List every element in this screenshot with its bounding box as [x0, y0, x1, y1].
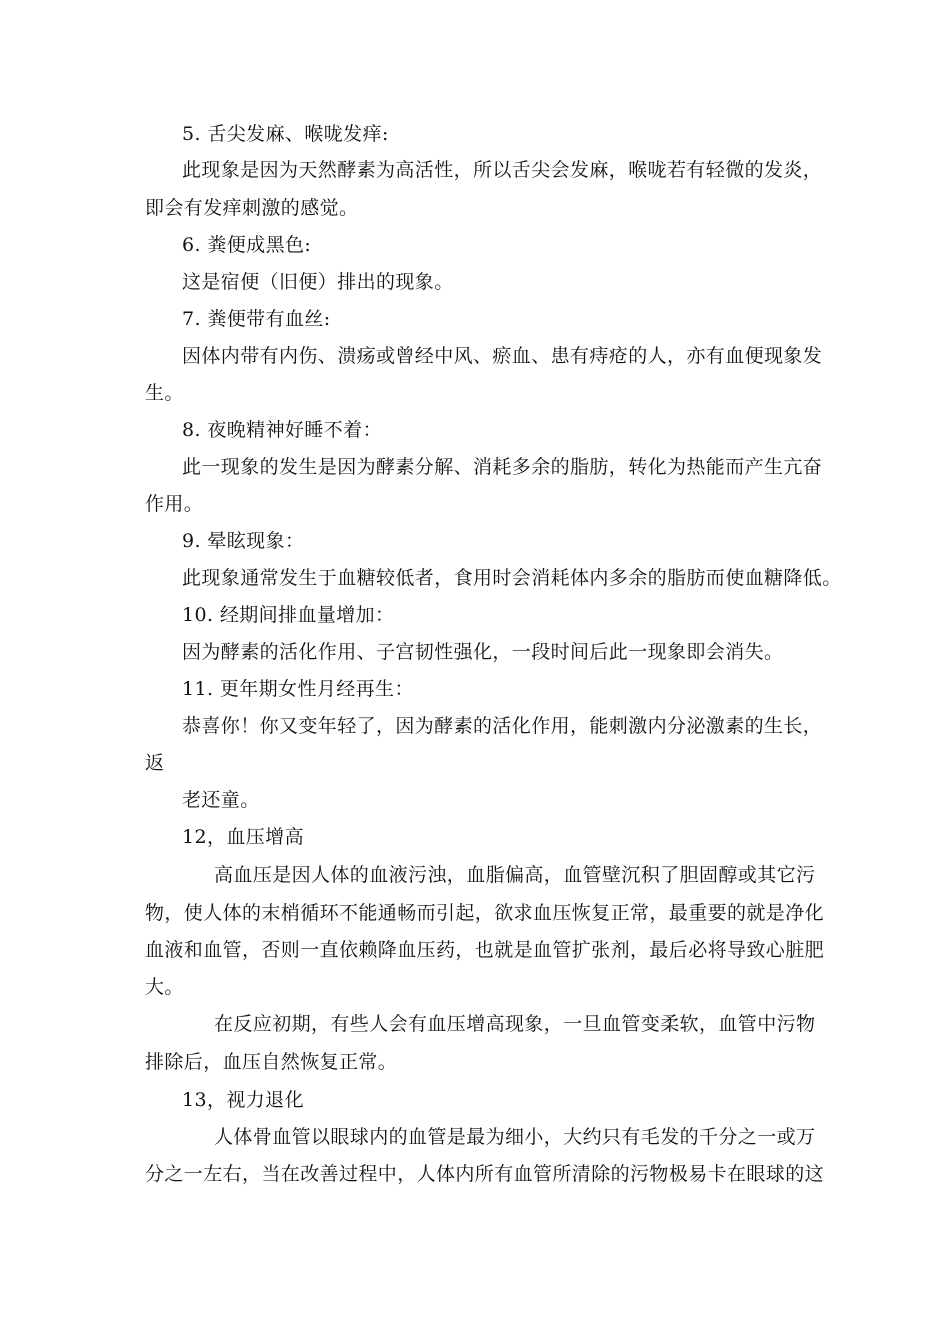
paragraph-line: 返 [145, 752, 165, 774]
heading-5-tongue-throat: 5. 舌尖发麻、喉咙发痒: [182, 123, 389, 145]
paragraph-line: 排除后，血压自然恢复正常。 [145, 1051, 398, 1073]
paragraph-line: 即会有发痒刺激的感觉。 [145, 197, 359, 219]
paragraph-line: 恭喜你！你又变年轻了，因为酵素的活化作用，能刺激内分泌激素的生长， [182, 715, 823, 737]
heading-12-blood-pressure: 12，血压增高 [182, 826, 304, 848]
paragraph-line: 此现象是因为天然酵素为高活性，所以舌尖会发麻，喉咙若有轻微的发炎， [182, 159, 823, 181]
heading-7-blood-in-stool: 7. 粪便带有血丝: [182, 308, 331, 330]
paragraph-line: 在反应初期，有些人会有血压增高现象，一旦血管变柔软，血管中污物 [214, 1013, 816, 1035]
paragraph-line: 此一现象的发生是因为酵素分解、消耗多余的脂肪，转化为热能而产生亢奋 [182, 456, 823, 478]
paragraph-line: 大。 [145, 976, 184, 998]
paragraph-line: 此现象通常发生于血糖较低者，食用时会消耗体内多余的脂肪而使血糖降低。 [182, 567, 842, 589]
paragraph-line: 因体内带有内伤、溃疡或曾经中风、瘀血、患有痔疮的人，亦有血便现象发 [182, 345, 823, 367]
paragraph-line: 物，使人体的末梢循环不能通畅而引起，欲求血压恢复正常，最重要的就是净化 [145, 902, 825, 924]
paragraph-line: 作用。 [145, 493, 204, 515]
heading-8-sleepless-night: 8. 夜晚精神好睡不着： [182, 419, 382, 441]
paragraph-line: 生。 [145, 382, 184, 404]
paragraph-line: 分之一左右，当在改善过程中，人体内所有血管所清除的污物极易卡在眼球的这 [145, 1163, 825, 1185]
heading-6-black-stool: 6. 粪便成黑色: [182, 234, 312, 256]
paragraph-line: 老还童。 [182, 789, 260, 811]
paragraph-line: 这是宿便（旧便）排出的现象。 [182, 271, 454, 293]
heading-9-dizziness: 9. 晕眩现象： [182, 530, 305, 552]
heading-11-menopause: 11. 更年期女性月经再生： [182, 678, 414, 700]
paragraph-line: 高血压是因人体的血液污浊，血脂偏高，血管壁沉积了胆固醇或其它污 [214, 864, 816, 886]
paragraph-line: 血液和血管，否则一直依赖降血压药，也就是血管扩张剂，最后必将导致心脏肥 [145, 939, 825, 961]
paragraph-line: 人体骨血管以眼球内的血管是最为细小，大约只有毛发的千分之一或万 [214, 1126, 816, 1148]
heading-10-menstrual-flow: 10. 经期间排血量增加： [182, 604, 395, 626]
paragraph-line: 因为酵素的活化作用、子宫韧性强化，一段时间后此一现象即会消失。 [182, 641, 784, 663]
heading-13-vision: 13，视力退化 [182, 1089, 304, 1111]
